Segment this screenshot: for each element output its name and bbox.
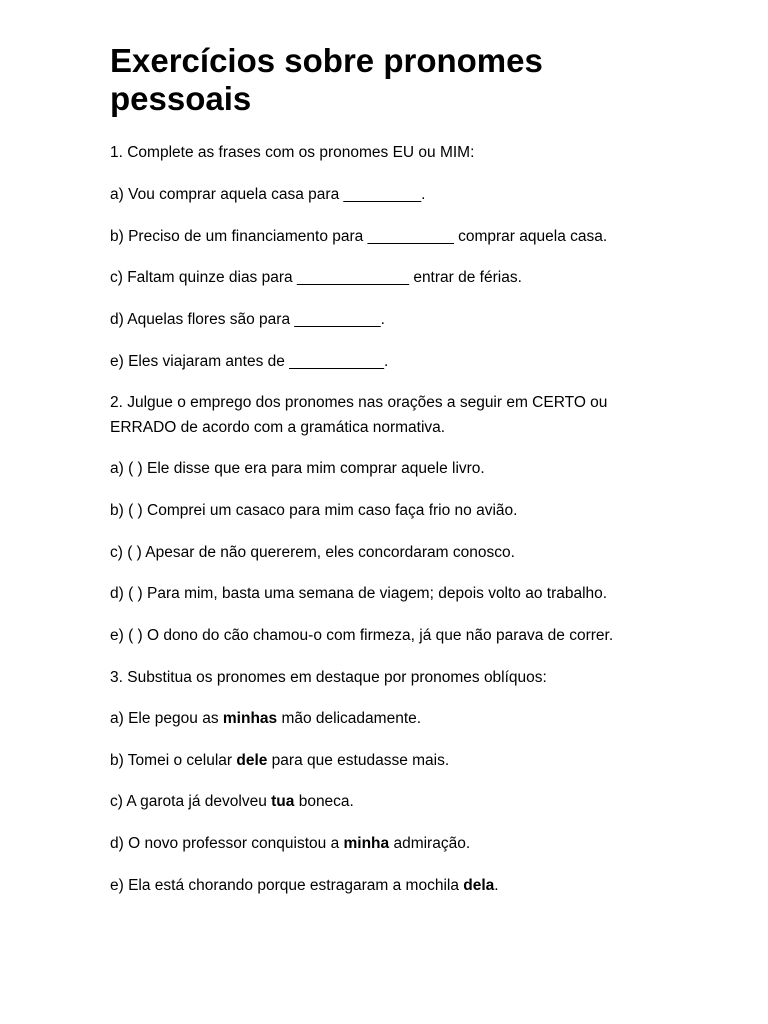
highlighted-pronoun: dela (463, 877, 495, 894)
item-text-before: d) O novo professor conquistou a (110, 835, 344, 852)
section-3-item-c (110, 790, 354, 814)
item-text-after: para que estudasse mais. (267, 752, 450, 769)
section-2-heading-line-2: ERRADO de acordo com a gramática normativa. (110, 419, 446, 436)
item-text-before: a) Ele pegou as (110, 710, 223, 727)
section-1-item-a: a) Vou comprar aquela casa para _________. (110, 186, 426, 203)
section-3-item-d (110, 832, 470, 856)
highlighted-pronoun: dele (236, 752, 268, 769)
section-3-item-a (110, 707, 421, 731)
item-text-after: . (494, 877, 499, 894)
highlighted-pronoun: minhas (222, 710, 278, 727)
section-2-item-e: e) ( ) O dono do cão chamou-o com firmeza, já que não parava de correr. (110, 627, 614, 644)
section-2-item-a: a) ( ) Ele disse que era para mim comprar aquele livro. (110, 460, 485, 477)
section-1-item-e: e) Eles viajaram antes de ___________. (110, 353, 389, 370)
item-text-after: boneca. (294, 793, 354, 810)
section-3-item-b (110, 749, 449, 773)
page-title: Exercícios sobre pronomes pessoais (110, 42, 543, 117)
section-1-heading: 1. Complete as frases com os pronomes EU ou MIM: (110, 144, 475, 161)
section-1-item-b: b) Preciso de um financiamento para __________ comprar aquela casa. (110, 228, 608, 245)
item-text-after: mão delicadamente. (277, 710, 422, 727)
item-text-before: e) Ela está chorando porque estragaram a mochila (110, 877, 464, 894)
highlighted-pronoun: minha (343, 835, 390, 852)
item-text-after: admiração. (389, 835, 471, 852)
item-text-before: b) Tomei o celular (110, 752, 237, 769)
section-2-item-b: b) ( ) Comprei um casaco para mim caso faça frio no avião. (110, 502, 518, 519)
section-2-heading-line-1: 2. Julgue o emprego dos pronomes nas orações a seguir em CERTO ou (110, 394, 608, 411)
section-1-item-c: c) Faltam quinze dias para _____________ entrar de férias. (110, 269, 522, 286)
item-text-before: c) A garota já devolveu (110, 793, 272, 810)
highlighted-pronoun: tua (271, 793, 295, 810)
section-3-item-e (110, 874, 499, 898)
section-2-item-d: d) ( ) Para mim, basta uma semana de viagem; depois volto ao trabalho. (110, 585, 608, 602)
section-1-item-d: d) Aquelas flores são para __________. (110, 311, 385, 328)
section-3-heading: 3. Substitua os pronomes em destaque por pronomes oblíquos: (110, 669, 547, 686)
section-2-item-c: c) ( ) Apesar de não quererem, eles concordaram conosco. (110, 544, 515, 561)
